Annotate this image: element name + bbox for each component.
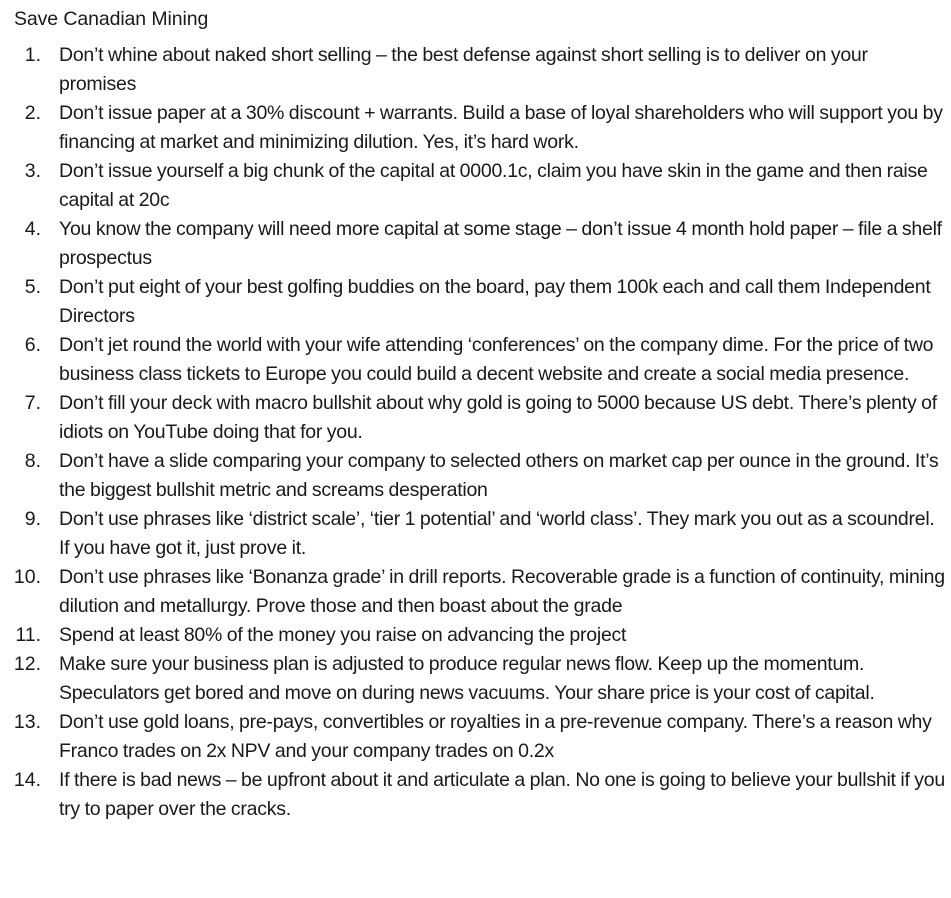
list-item-text: Don’t use gold loans, pre-pays, convertibles or royalties in a pre-revenue company. There’s a reason why Franco trades on 2x NPV and your company trades on 0.2x (59, 711, 932, 762)
list-item (0, 41, 951, 99)
numbered-list (0, 41, 951, 824)
list-item-text: Don’t whine about naked short selling – the best defense against short selling is to deliver on your promises (59, 44, 868, 95)
list-item-text: Don’t use phrases like ‘district scale’, ‘tier 1 potential’ and ‘world class’. They mark you out as a scoundrel. If you have got it, just prove it. (59, 508, 935, 559)
list-item-number: 13. (13, 711, 41, 733)
list-item-number: 9. (24, 508, 41, 530)
list-item (0, 273, 951, 331)
list-item-text: Don’t use phrases like ‘Bonanza grade’ in drill reports. Recoverable grade is a function of continuity, mining dilution and metallurgy. Prove those and then boast about the grade (59, 566, 945, 617)
list-item (0, 215, 951, 273)
list-item-text: You know the company will need more capital at some stage – don’t issue 4 month hold paper – file a shelf prospectus (59, 218, 942, 269)
list-item-number: 8. (24, 450, 41, 472)
list-item-number: 10. (13, 566, 41, 588)
list-item-text: Spend at least 80% of the money you raise on advancing the project (59, 624, 627, 646)
list-item (0, 157, 951, 215)
list-item (0, 447, 951, 505)
list-item-number: 5. (24, 276, 41, 298)
list-item-text: Make sure your business plan is adjusted to produce regular news flow. Keep up the momentum. Speculators get bored and move on during news vacuums. Your share price is your cost of capital. (59, 653, 875, 704)
list-item-text: If there is bad news – be upfront about it and articulate a plan. No one is going to believe your bullshit if you try to paper over the cracks. (59, 769, 945, 820)
list-item (0, 331, 951, 389)
list-item-text: Don’t put eight of your best golfing buddies on the board, pay them 100k each and call them Independent Directors (59, 276, 931, 327)
list-item (0, 650, 951, 708)
list-item-number: 12. (13, 653, 41, 675)
list-item-number: 11. (15, 624, 41, 646)
list-item-number: 2. (24, 102, 41, 124)
list-item (0, 621, 951, 650)
list-item (0, 708, 951, 766)
list-item-number: 1. (24, 44, 41, 66)
document-title: Save Canadian Mining (14, 8, 209, 30)
list-item (0, 505, 951, 563)
list-item (0, 766, 951, 824)
list-item-number: 3. (24, 160, 41, 182)
list-item-number: 6. (24, 334, 41, 356)
list-item-number: 4. (24, 218, 41, 240)
list-item (0, 389, 951, 447)
list-item (0, 563, 951, 621)
list-item-number: 7. (24, 392, 41, 414)
list-item-text: Don’t have a slide comparing your company to selected others on market cap per ounce in the ground. It’s the biggest bullshit metric and screams desperation (59, 450, 939, 501)
list-item-text: Don’t jet round the world with your wife attending ‘conferences’ on the company dime. For the price of two business class tickets to Europe you could build a decent website and create a social media presence. (59, 334, 934, 385)
list-item-number: 14. (13, 769, 41, 791)
list-item-text: Don’t fill your deck with macro bullshit about why gold is going to 5000 because US debt. There’s plenty of idiots on YouTube doing that for you. (59, 392, 937, 443)
list-item-text: Don’t issue yourself a big chunk of the capital at 0000.1c, claim you have skin in the game and then raise capital at 20c (59, 160, 928, 211)
list-item-text: Don’t issue paper at a 30% discount + warrants. Build a base of loyal shareholders who will support you by financing at market and minimizing dilution. Yes, it’s hard work. (59, 102, 943, 153)
list-item (0, 99, 951, 157)
